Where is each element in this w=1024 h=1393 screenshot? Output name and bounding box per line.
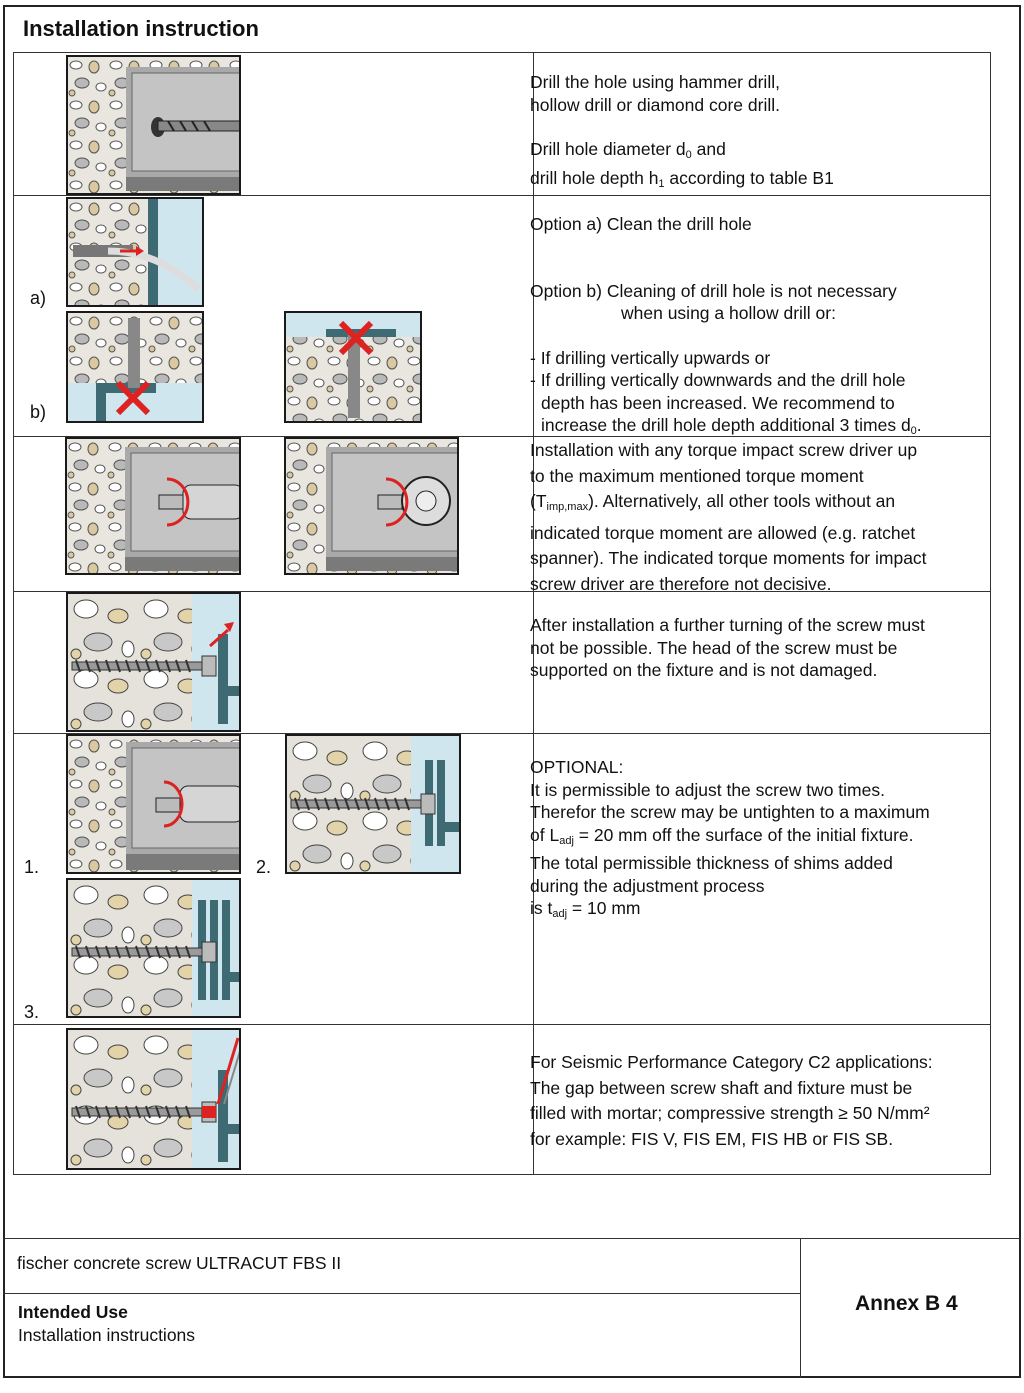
after-text-line: supported on the fixture and is not damaged. xyxy=(530,660,878,680)
torque-text-line: spanner). The indicated torque moments for impact xyxy=(530,548,927,568)
shim-illustration xyxy=(285,734,461,874)
seismic-text xyxy=(530,1050,980,1152)
optional-text-line: during the adjustment process xyxy=(530,875,765,896)
drill-downwards-illustration xyxy=(284,311,422,423)
torque-text-line: screw driver are therefore not decisive. xyxy=(530,573,832,594)
ratchet-illustration xyxy=(284,437,459,575)
step-2-label: 2. xyxy=(256,857,272,877)
optional-text xyxy=(530,756,980,926)
step-3-label: 3. xyxy=(24,1002,40,1022)
optional-text-line: Therefor the screw may be untighten to a maximum xyxy=(530,802,930,822)
optional-text-line: is $t_{adj} = 10$ mm xyxy=(530,898,641,920)
drill-text-line: drill hole depth $h_1$ according to table B1 xyxy=(530,167,834,190)
optional-text-line: The total permissible thickness of shims added xyxy=(530,853,893,873)
option-a-label: a) xyxy=(30,288,47,308)
optional-text-line: of $L_{adj} = 20$ mm off the surface of the initial fixture. xyxy=(530,824,914,847)
footer-divider xyxy=(800,1238,801,1378)
after-text-line: After installation a further turning of the screw must xyxy=(530,615,925,635)
seismic-filling-illustration xyxy=(66,1028,241,1170)
impact-driver-illustration xyxy=(65,437,241,575)
clean-blow-illustration xyxy=(66,197,204,307)
clean-bullet: - If drilling vertically downwards and the drill hole xyxy=(530,370,906,390)
drill-upwards-illustration xyxy=(66,311,204,423)
drill-illustration xyxy=(66,55,241,195)
clean-bullet: increase the drill hole depth additional 3 times $d_0$. xyxy=(541,415,922,437)
clean-text xyxy=(530,213,980,443)
intended-use-subtitle: Installation instructions xyxy=(18,1325,196,1345)
seismic-text-line: For Seismic Performance Category C2 applications: xyxy=(530,1052,933,1072)
option-b-label: b) xyxy=(30,402,47,422)
page-title: Installation instruction xyxy=(23,16,259,41)
intended-use-title: Intended Use xyxy=(18,1302,128,1322)
torque-text xyxy=(530,438,980,597)
product-name: fischer concrete screw ULTRACUT FBS II xyxy=(17,1253,342,1273)
after-text-line: not be possible. The head of the screw must be xyxy=(530,637,898,658)
seismic-text-line: for example: FIS V, FIS EM, FIS HB or FIS SB. xyxy=(530,1128,894,1149)
clean-option-b-cont: when using a hollow drill or: xyxy=(621,303,836,323)
seismic-text-line: filled with mortar; compressive strength ≥ 50 N/mm² xyxy=(530,1103,930,1123)
annex-label: Annex B 4 xyxy=(855,1292,958,1315)
drill-text-line: Drill hole diameter $d_0$ and xyxy=(530,139,726,161)
torque-text-line: $(T_{imp,max})$. Alternatively, all other tools without an xyxy=(530,491,896,513)
optional-heading: OPTIONAL: xyxy=(530,757,624,777)
clean-option-b: Option b) Cleaning of drill hole is not necessary xyxy=(530,280,897,301)
retighten-illustration xyxy=(66,878,241,1018)
clean-bullet: depth has been increased. We recommend to xyxy=(541,392,895,413)
clean-option-a: Option a) Clean the drill hole xyxy=(530,214,752,234)
installed-screw-illustration xyxy=(66,592,241,732)
torque-text-line: Installation with any torque impact screw driver up xyxy=(530,440,918,460)
step-1-label: 1. xyxy=(24,857,40,877)
torque-text-line: to the maximum mentioned torque moment xyxy=(530,465,864,486)
torque-text-line: indicated torque moment are allowed (e.g. ratchet xyxy=(530,522,916,543)
drill-text xyxy=(530,71,980,195)
untighten-illustration xyxy=(66,734,241,874)
drill-text-line: hollow drill or diamond core drill. xyxy=(530,94,780,115)
after-text xyxy=(530,614,980,682)
seismic-text-line: The gap between screw shaft and fixture must be xyxy=(530,1077,913,1098)
footer-divider xyxy=(3,1293,800,1294)
drill-text-line: Drill the hole using hammer drill, xyxy=(530,72,780,92)
optional-text-line: It is permissible to adjust the screw two times. xyxy=(530,779,885,800)
clean-bullet: - If drilling vertically upwards or xyxy=(530,347,771,368)
